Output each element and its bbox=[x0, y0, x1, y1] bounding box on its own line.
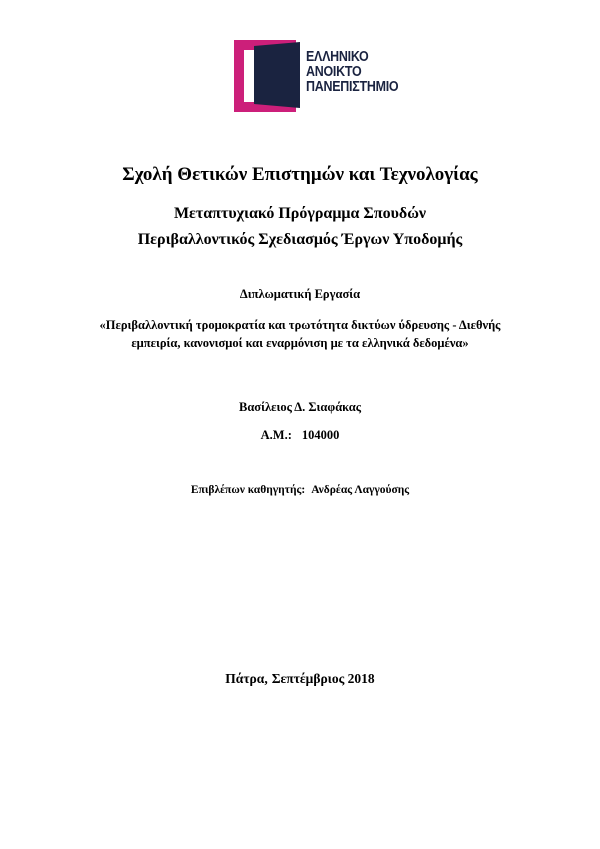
author-name: Βασίλειος Δ. Σιαφάκας bbox=[238, 400, 362, 414]
supervisor-name: Ανδρέας Λαγγούσης bbox=[311, 484, 410, 496]
supervisor-label: Επιβλέπων καθηγητής: bbox=[190, 484, 306, 496]
registration-label: Α.Μ.: bbox=[260, 428, 292, 442]
logo-line-2: ΑΝΟΙΚΤΟ bbox=[306, 64, 362, 80]
thesis-title-line-1: «Περιβαλλοντική τρομοκρατία και τρωτότητα δικτύων ύδρευσης - Διεθνής bbox=[99, 318, 501, 332]
specialization-name: Περιβαλλοντικός Σχεδιασμός Έργων Υποδομής bbox=[137, 231, 463, 248]
place: Πάτρα, bbox=[225, 671, 268, 686]
registration-number bbox=[0, 428, 600, 443]
supervisor bbox=[0, 484, 600, 496]
place-date bbox=[0, 671, 600, 687]
school-name: Σχολή Θετικών Επιστημών και Τεχνολογίας bbox=[122, 164, 478, 185]
program-name: Μεταπτυχιακό Πρόγραμμα Σπουδών bbox=[173, 205, 427, 222]
logo-mark-icon bbox=[232, 38, 304, 114]
registration-value: 104000 bbox=[301, 428, 340, 442]
thesis-title-line-2: εμπειρία, κανονισμοί και εναρμόνιση με τα ελληνικά δεδομένα» bbox=[131, 336, 469, 350]
date: Σεπτέμβριος 2018 bbox=[271, 671, 375, 686]
university-logo bbox=[232, 38, 432, 114]
logo-line-1: ΕΛΛΗΝΙΚΟ bbox=[306, 49, 369, 65]
logo-line-3: ΠΑΝΕΠΙΣΤΗΜΙΟ bbox=[306, 79, 399, 95]
thesis-type: Διπλωματική Εργασία bbox=[239, 287, 361, 301]
logo-wordmark bbox=[306, 50, 398, 95]
